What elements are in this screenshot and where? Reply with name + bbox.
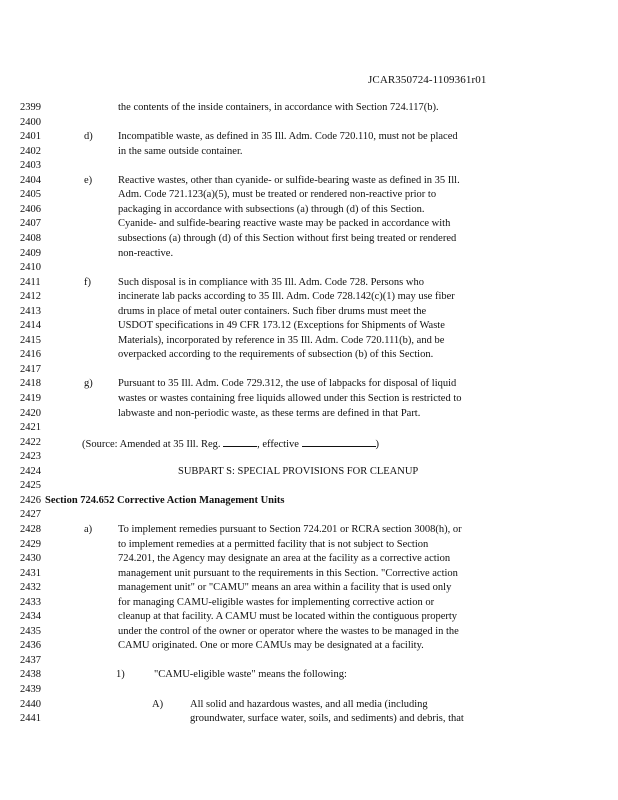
line-number: 2412 — [20, 291, 41, 303]
line-number: 2421 — [20, 422, 41, 434]
line-number: 2411 — [20, 276, 41, 288]
line-number: 2435 — [20, 625, 41, 637]
subsection-marker: e) — [84, 174, 93, 186]
subsection-marker: 1) — [116, 669, 125, 681]
line-number: 2430 — [20, 553, 41, 565]
line-number: 2428 — [20, 523, 41, 535]
line-text: Incompatible waste, as defined in 35 Ill. Adm. Code 720.110, must not be placed — [118, 131, 458, 143]
line-text: wastes or wastes containing free liquids allowed under this Section is restricted to — [118, 393, 462, 404]
register-blank — [223, 436, 257, 447]
line-number: 2424 — [20, 465, 41, 477]
line-text: Pursuant to 35 Ill. Adm. Code 729.312, the use of labpacks for disposal of liquid — [118, 378, 457, 390]
source-close-paren: ) — [375, 438, 380, 450]
line-text: non-reactive. — [118, 247, 174, 259]
line-text: cleanup at that facility. A CAMU must be located within the contiguous property — [118, 611, 458, 623]
line-number: 2404 — [20, 174, 41, 186]
line-text: to implement remedies at a permitted facility that is not subject to Section — [118, 538, 429, 550]
line-text: 724.201, the Agency may designate an area at the facility as a corrective action — [118, 553, 451, 565]
line-text: drums in place of metal outer containers. Such fiber drums must meet the — [118, 305, 427, 317]
line-number: 2406 — [20, 203, 41, 215]
subsection-marker: g) — [84, 378, 93, 390]
line-number: 2408 — [20, 232, 41, 244]
line-number: 2402 — [20, 145, 41, 157]
line-number: 2422 — [20, 436, 41, 448]
line-number: 2431 — [20, 567, 41, 579]
line-number: 2436 — [20, 640, 41, 652]
line-text: Such disposal is in compliance with 35 Ill. Adm. Code 728. Persons who — [118, 276, 424, 288]
line-number: 2403 — [20, 160, 41, 172]
line-text: All solid and hazardous wastes, and all media (including — [190, 698, 428, 710]
line-text: Cyanide- and sulfide-bearing reactive waste may be packed in accordance with — [118, 218, 451, 230]
line-text: "CAMU-eligible waste" means the following: — [154, 669, 347, 681]
line-number: 2440 — [20, 698, 41, 710]
subsection-marker: f) — [84, 276, 91, 288]
effective-label: , effective — [257, 438, 302, 450]
line-number: 2420 — [20, 407, 41, 419]
line-number: 2407 — [20, 218, 41, 230]
subsection-marker: A) — [152, 698, 164, 710]
line-text: in the same outside container. — [118, 145, 243, 157]
line-number: 2423 — [20, 451, 41, 463]
line-text: (Source: Amended at 35 Ill. Reg. , effective ) — [82, 436, 379, 451]
line-number: 2429 — [20, 538, 41, 550]
subpart-heading: SUBPART S: SPECIAL PROVISIONS FOR CLEANUP — [178, 465, 419, 477]
line-text: Reactive wastes, other than cyanide- or sulfide-bearing waste as defined in 35 Ill. — [118, 174, 460, 186]
line-number: 2433 — [20, 596, 41, 608]
line-number: 2427 — [20, 509, 41, 521]
line-text: packaging in accordance with subsections (a) through (d) of this Section. — [118, 203, 425, 215]
line-text: groundwater, surface water, soils, and sediments) and debris, that — [190, 713, 464, 725]
line-text: labwaste and non-periodic waste, as these terms are defined in that Part. — [118, 407, 421, 419]
line-text: management unit pursuant to the requirements in this Section. "Corrective action — [118, 567, 458, 579]
line-text: To implement remedies pursuant to Section 724.201 or RCRA section 3008(h), or — [118, 523, 462, 535]
line-number: 2426 — [20, 494, 41, 506]
line-number: 2400 — [20, 116, 41, 128]
effective-date-blank — [302, 436, 376, 447]
document-id-header: JCAR350724-1109361r01 — [368, 74, 487, 86]
section-heading: Section 724.652 Corrective Action Management Units — [45, 494, 285, 506]
subsection-marker: a) — [84, 523, 93, 535]
line-number: 2415 — [20, 334, 41, 346]
line-number: 2434 — [20, 611, 41, 623]
line-text: under the control of the owner or operator where the wastes to be managed in the — [118, 625, 459, 637]
line-number: 2405 — [20, 189, 41, 201]
line-text: subsections (a) through (d) of this Section without first being treated or rendered — [118, 232, 457, 244]
line-number: 2419 — [20, 393, 41, 404]
line-number: 2437 — [20, 654, 41, 666]
line-text: management unit" or "CAMU" means an area within a facility that is used only — [118, 582, 452, 594]
line-text: for managing CAMU-eligible wastes for implementing corrective action or — [118, 596, 435, 608]
line-text: incinerate lab packs according to 35 Ill. Adm. Code 728.142(c)(1) may use fiber — [118, 291, 455, 303]
line-number: 2401 — [20, 131, 41, 143]
line-number: 2438 — [20, 669, 41, 681]
line-number: 2425 — [20, 480, 41, 492]
line-number: 2439 — [20, 684, 41, 695]
line-number: 2409 — [20, 247, 41, 259]
line-number: 2418 — [20, 378, 41, 390]
line-text: overpacked according to the requirements of subsection (b) of this Section. — [118, 349, 434, 361]
line-text: CAMU originated. One or more CAMUs may be designated at a facility. — [118, 640, 424, 652]
line-number: 2414 — [20, 320, 41, 332]
line-text: USDOT specifications in 49 CFR 173.12 (Exceptions for Shipments of Waste — [118, 320, 445, 332]
line-text: Materials), incorporated by reference in 35 Ill. Adm. Code 720.111(b), and be — [118, 334, 445, 346]
line-number: 2441 — [20, 713, 41, 725]
line-number: 2410 — [20, 262, 41, 274]
line-text: the contents of the inside containers, in accordance with Section 724.117(b). — [118, 102, 439, 113]
line-number: 2413 — [20, 305, 41, 317]
line-number: 2432 — [20, 582, 41, 594]
line-number: 2417 — [20, 363, 41, 375]
line-text: Adm. Code 721.123(a)(5), must be treated or rendered non-reactive prior to — [118, 189, 437, 201]
line-number: 2416 — [20, 349, 41, 361]
subsection-marker: d) — [84, 131, 93, 143]
line-number: 2399 — [20, 102, 41, 113]
